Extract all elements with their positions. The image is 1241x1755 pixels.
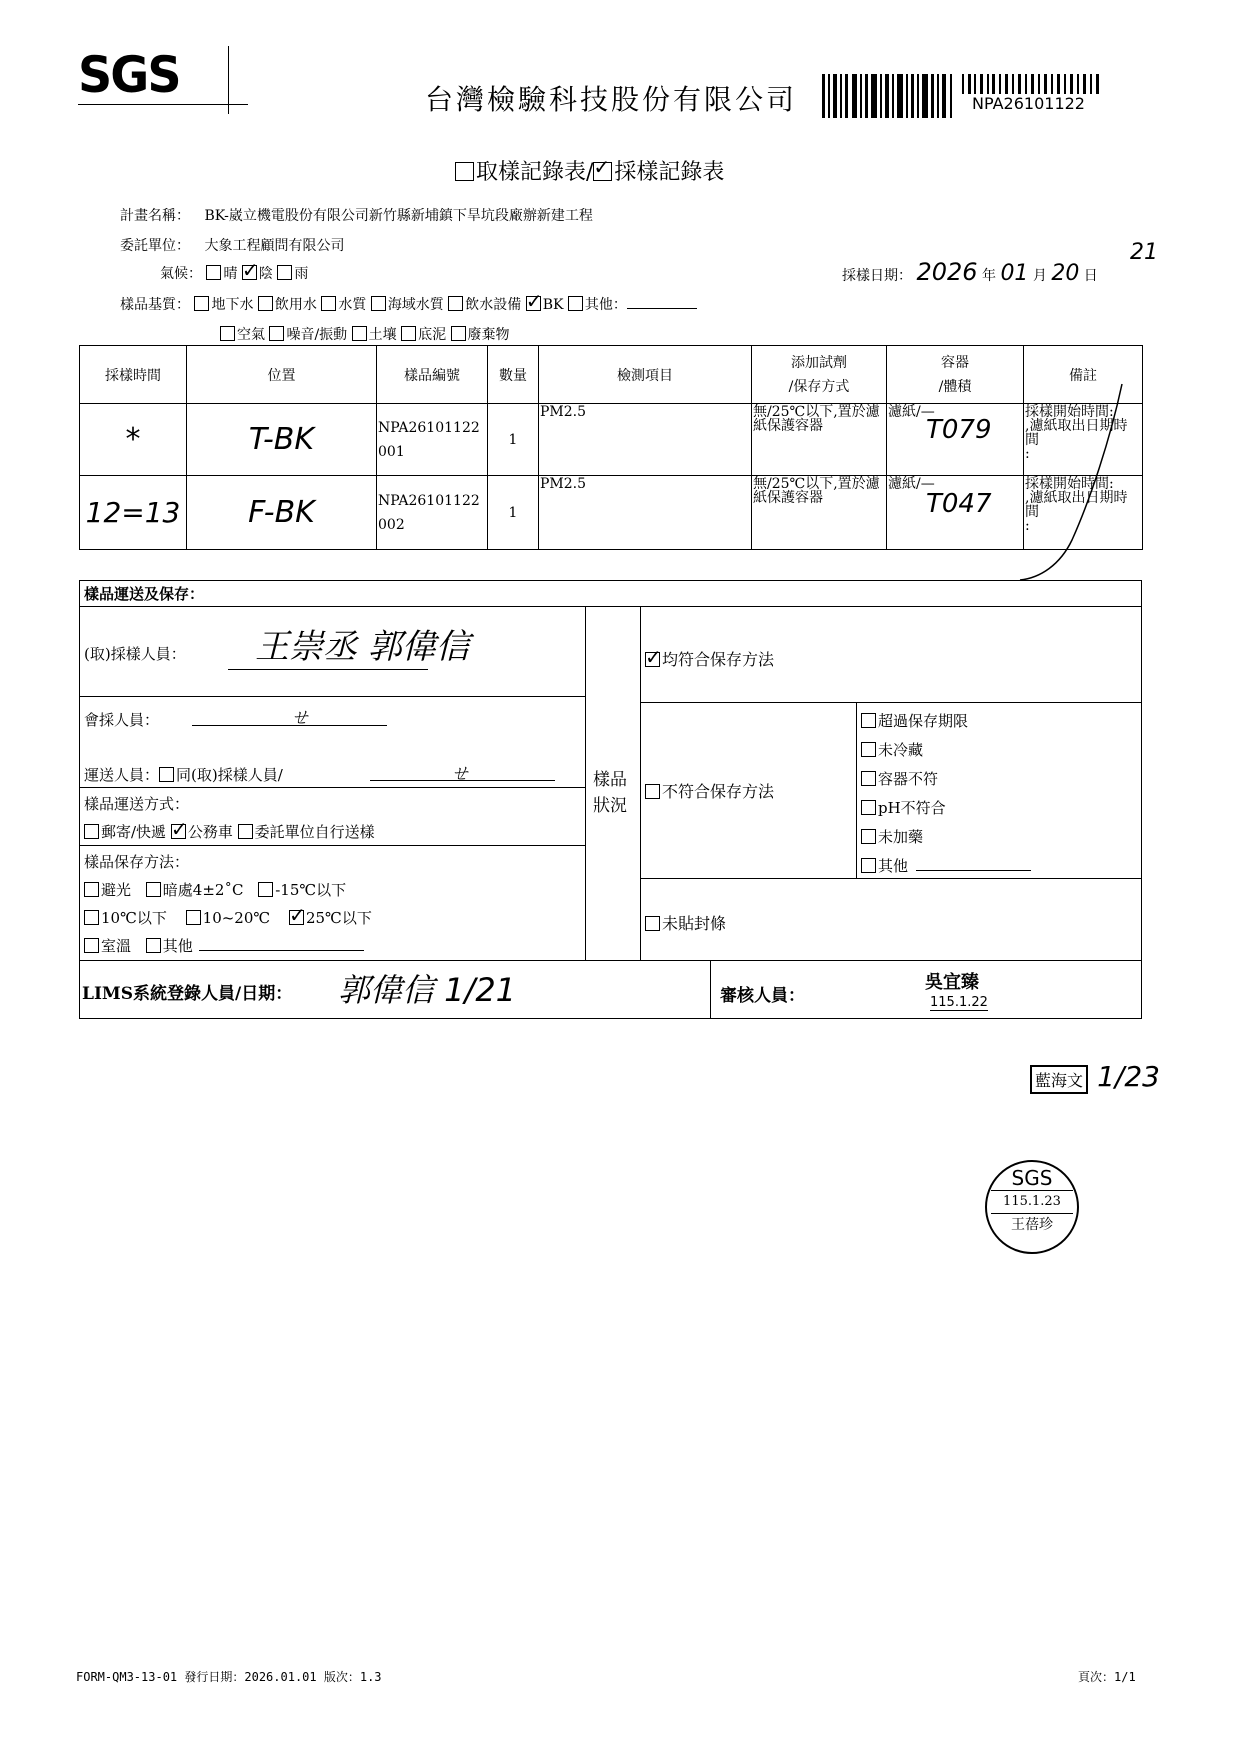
matrix-waste-label: 廢棄物 xyxy=(467,327,510,343)
matrix-sediment-checkbox[interactable] xyxy=(401,326,416,341)
sampler-line xyxy=(228,669,428,670)
storage-10-20-checkbox[interactable] xyxy=(186,910,201,925)
title-option1-checkbox[interactable] xyxy=(455,162,474,181)
sampler-signature: 王崇丞 郭偉信 xyxy=(255,627,470,667)
matrix-soil-label: 土壤 xyxy=(368,327,397,343)
header-container-2: /體積 xyxy=(938,378,972,395)
reason-ph-checkbox[interactable] xyxy=(861,800,876,815)
matrix-air-label: 空氣 xyxy=(237,327,265,343)
weather-label: 氣候： xyxy=(160,266,202,282)
reason-unrefrig-checkbox[interactable] xyxy=(861,742,876,757)
status-not-ok-label: 不符合保存方法 xyxy=(662,782,775,801)
row1-reagent: 無/25℃以下,置於濾紙保護容器 xyxy=(752,404,887,476)
row2-remark-2: ,濾紙取出日期時間 xyxy=(1025,490,1128,520)
date-month: 01 xyxy=(1000,261,1029,286)
method-car-checkbox[interactable] xyxy=(171,824,186,839)
bottom-divider xyxy=(80,960,1141,961)
vline-left xyxy=(585,606,586,960)
barcode xyxy=(822,74,1104,118)
row1-qty: 1 xyxy=(488,404,539,476)
title-option1-label: 取樣記錄表/ xyxy=(476,160,594,185)
matrix-waste-checkbox[interactable] xyxy=(451,326,466,341)
sample-table xyxy=(79,345,1143,550)
title-divider xyxy=(80,606,1141,607)
header-sample-no: 樣品編號 xyxy=(377,346,488,404)
storage-other-line xyxy=(199,950,364,951)
header-container-1: 容器 xyxy=(941,354,969,371)
sampler-label: (取)採樣人員： xyxy=(84,645,186,663)
storage-other-checkbox[interactable] xyxy=(146,938,161,953)
matrix-air-checkbox[interactable] xyxy=(220,326,235,341)
row2-sample-no-2: 002 xyxy=(378,516,405,533)
matrix-label: 樣品基質： xyxy=(120,297,190,313)
row1-container-type: 濾紙/— xyxy=(888,404,935,420)
row2-remark-3: : xyxy=(1025,518,1030,534)
weather-sunny-checkbox[interactable] xyxy=(206,265,221,280)
transporter-same-label: 同(取)採樣人員/ xyxy=(176,766,283,784)
form-code: FORM-QM3-13-01 發行日期：2026.01.01 版次：1.3 xyxy=(76,1670,382,1684)
reason-unrefrig-label: 未冷藏 xyxy=(878,741,924,759)
reviewer-label: 審核人員： xyxy=(720,986,805,1006)
table-row xyxy=(80,404,1143,476)
row1-sample-no-1: NPA26101122 xyxy=(378,419,480,436)
row1-test-item: PM2.5 xyxy=(539,404,752,476)
storage-10-20-label: 10~20℃ xyxy=(202,909,271,927)
reason-expired-label: 超過保存期限 xyxy=(878,712,969,730)
status-no-seal-row xyxy=(645,911,726,934)
method-client-label: 委託單位自行送樣 xyxy=(254,823,375,841)
weather-cloudy-label: 陰 xyxy=(258,266,273,282)
date-month-unit: 月 xyxy=(1032,268,1047,284)
matrix-noise-checkbox[interactable] xyxy=(269,326,284,341)
storage-room-checkbox[interactable] xyxy=(84,938,99,953)
row2-container-id: T047 xyxy=(926,489,992,519)
row1-container-id: T079 xyxy=(926,415,992,445)
status-label-1: 樣品 xyxy=(593,770,627,790)
row1-remark-1: 採樣開始時間: xyxy=(1025,404,1114,420)
matrix-water-label: 水質 xyxy=(338,297,367,313)
row1-container xyxy=(887,404,1024,476)
date-year-unit: 年 xyxy=(981,268,996,284)
lims-label: LIMS系統登錄人員/日期： xyxy=(82,984,293,1004)
reason-expired-checkbox[interactable] xyxy=(861,713,876,728)
status-no-seal-label: 未貼封條 xyxy=(662,914,727,933)
storage-row-2 xyxy=(84,907,372,928)
transporter-value: ㄝ xyxy=(450,761,470,785)
header-reagent-1: 添加試劑 xyxy=(791,354,847,371)
page-number: 頁次：1/1 xyxy=(1078,1670,1136,1684)
transporter-row xyxy=(84,764,283,785)
matrix-row-1 xyxy=(120,294,697,314)
right-divider-2 xyxy=(640,878,1141,879)
reason-container-checkbox[interactable] xyxy=(861,771,876,786)
storage-10-label: 10℃以下 xyxy=(101,909,167,927)
header-reagent-2: /保存方式 xyxy=(788,378,850,395)
storage-dark-label: 避光 xyxy=(101,881,132,899)
row1-location: T-BK xyxy=(187,404,377,476)
header-qty: 數量 xyxy=(488,346,539,404)
matrix-soil-checkbox[interactable] xyxy=(352,326,367,341)
transporter-label: 運送人員： xyxy=(84,766,160,784)
project-row xyxy=(120,205,593,225)
matrix-bk-label: BK xyxy=(542,297,564,313)
reviewer-date: 115.1.22 xyxy=(930,995,988,1010)
status-not-ok-checkbox[interactable] xyxy=(645,784,660,799)
reviewer-name: 吳宜臻 xyxy=(925,972,979,993)
project-value: BK-崴立機電股份有限公司新竹縣新埔鎮下旱坑段廠辦新建工程 xyxy=(204,208,593,224)
storage-frozen-checkbox[interactable] xyxy=(258,882,273,897)
header-container xyxy=(887,346,1024,404)
row2-reagent: 無/25℃以下,置於濾紙保護容器 xyxy=(752,476,887,550)
row2-remark-1: 採樣開始時間: xyxy=(1025,476,1114,492)
header-remark: 備註 xyxy=(1024,346,1143,404)
storage-room-label: 室溫 xyxy=(101,937,132,955)
method-car-label: 公務車 xyxy=(187,823,233,841)
matrix-sediment-label: 底泥 xyxy=(418,327,447,343)
storage-dark-checkbox[interactable] xyxy=(84,882,99,897)
logo-vline xyxy=(228,46,229,114)
row1-remark-2: ,濾紙取出日期時間 xyxy=(1025,418,1128,448)
sgs-seal xyxy=(985,1160,1079,1254)
client-label: 委託單位： xyxy=(120,238,190,254)
row2-time: 12=13 xyxy=(80,476,187,550)
reason-no-reagent-checkbox[interactable] xyxy=(861,829,876,844)
matrix-row-2 xyxy=(220,324,510,344)
form-title xyxy=(455,155,724,186)
barcode-text: NPA26101122 xyxy=(972,94,1085,113)
logo-underline xyxy=(78,104,248,105)
right-divider-1 xyxy=(640,702,1141,703)
vline-mid xyxy=(640,606,641,960)
company-name: 台灣檢驗科技股份有限公司 xyxy=(425,83,798,116)
receiver-name: 藍海文 xyxy=(1030,1065,1088,1094)
sampler-row xyxy=(84,643,186,664)
vline-lims xyxy=(710,960,711,1018)
left-divider-3 xyxy=(80,845,585,846)
co-sampler-value: ㄝ xyxy=(290,705,310,729)
co-sampler-label: 會採人員： xyxy=(84,711,160,729)
storage-other-label: 其他 xyxy=(162,937,193,955)
header-location: 位置 xyxy=(187,346,377,404)
matrix-other-line xyxy=(627,308,697,309)
status-label xyxy=(593,767,627,819)
lims-signature: 郭偉信 1/21 xyxy=(338,971,517,1009)
method-mail-label: 郵寄/快遞 xyxy=(101,823,167,841)
row1-sample-no-2: 001 xyxy=(378,443,405,460)
transporter-same-checkbox[interactable] xyxy=(159,767,174,782)
storage-label: 樣品保存方法： xyxy=(84,853,190,871)
reason-other-label: 其他 xyxy=(878,857,909,875)
status-label-2: 狀況 xyxy=(593,796,627,816)
table-row xyxy=(80,476,1143,550)
sgs-logo xyxy=(78,46,248,106)
status-ok-checkbox[interactable] xyxy=(645,652,660,667)
status-no-seal-checkbox[interactable] xyxy=(645,916,660,931)
row2-location: F-BK xyxy=(187,476,377,550)
header-reagent xyxy=(752,346,887,404)
remark-strike-icon xyxy=(1010,380,1140,590)
receiver-note: 1/23 xyxy=(1097,1060,1160,1093)
status-ok-label: 均符合保存方法 xyxy=(662,650,775,669)
weather-cloudy-checkbox[interactable] xyxy=(242,265,257,280)
matrix-sea-checkbox[interactable] xyxy=(371,296,386,311)
matrix-groundwater-checkbox[interactable] xyxy=(194,296,209,311)
matrix-water-checkbox[interactable] xyxy=(321,296,336,311)
transport-section xyxy=(79,580,1142,1019)
left-divider-2 xyxy=(80,787,585,788)
row2-sample-no xyxy=(377,476,488,550)
row2-test-item: PM2.5 xyxy=(539,476,752,550)
matrix-drinking-checkbox[interactable] xyxy=(258,296,273,311)
row1-remark-3: : xyxy=(1025,446,1030,462)
row1-sample-no xyxy=(377,404,488,476)
date-year: 2026 xyxy=(916,258,978,286)
status-ok-row xyxy=(645,647,774,670)
client-value: 大象工程顧問有限公司 xyxy=(204,238,345,254)
storage-row-3 xyxy=(84,935,364,956)
weather-sunny-label: 晴 xyxy=(223,266,238,282)
seal-name: 王蓓珍 xyxy=(1011,1217,1053,1233)
row2-qty: 1 xyxy=(488,476,539,550)
reason-other-checkbox[interactable] xyxy=(861,858,876,873)
sample-table-header xyxy=(80,346,1143,404)
reason-no-reagent-label: 未加藥 xyxy=(878,828,924,846)
matrix-groundwater-label: 地下水 xyxy=(211,297,254,313)
matrix-sea-label: 海域水質 xyxy=(387,297,444,313)
client-row xyxy=(120,235,344,255)
row2-container xyxy=(887,476,1024,550)
method-label: 樣品運送方式： xyxy=(84,795,190,813)
reason-container-label: 容器不符 xyxy=(878,770,939,788)
reasons-list xyxy=(861,707,1031,881)
receiver-stamp xyxy=(1030,1060,1160,1094)
method-row xyxy=(84,821,375,842)
matrix-noise-label: 噪音/振動 xyxy=(286,327,348,343)
weather-row xyxy=(160,263,308,283)
matrix-bk-checkbox[interactable] xyxy=(526,296,541,311)
storage-row-1 xyxy=(84,879,346,900)
transport-title: 樣品運送及保存： xyxy=(84,585,205,603)
logo-text: SGS xyxy=(78,46,180,104)
reason-ph-label: pH不符合 xyxy=(878,799,946,817)
seal-top: SGS xyxy=(1011,1166,1053,1190)
storage-cold-label: 暗處4±2˚C xyxy=(162,881,244,899)
storage-cold-checkbox[interactable] xyxy=(146,882,161,897)
weather-rain-checkbox[interactable] xyxy=(277,265,292,280)
project-label: 計畫名稱： xyxy=(120,208,190,224)
title-option2-checkbox[interactable] xyxy=(593,162,612,181)
storage-frozen-label: -15℃以下 xyxy=(275,881,347,899)
method-client-checkbox[interactable] xyxy=(238,824,253,839)
reason-other-line xyxy=(916,870,1031,871)
matrix-equipment-checkbox[interactable] xyxy=(448,296,463,311)
left-divider-1 xyxy=(80,696,585,697)
matrix-other-checkbox[interactable] xyxy=(568,296,583,311)
matrix-equipment-label: 飲水設備 xyxy=(465,297,522,313)
sampling-date xyxy=(842,258,1098,286)
seal-date: 115.1.23 xyxy=(991,1190,1073,1214)
date-label: 採樣日期： xyxy=(842,268,912,284)
storage-25-checkbox[interactable] xyxy=(289,910,304,925)
header-test-item: 檢測項目 xyxy=(539,346,752,404)
matrix-drinking-label: 飲用水 xyxy=(274,297,317,313)
date-day: 20 xyxy=(1051,261,1080,286)
title-option2-label: 採樣記錄表 xyxy=(614,160,725,185)
weather-rain-label: 雨 xyxy=(294,266,309,282)
status-not-ok-row xyxy=(645,779,774,802)
row1-time: * xyxy=(80,404,187,476)
matrix-other-label: 其他： xyxy=(584,297,627,313)
row2-sample-no-1: NPA26101122 xyxy=(378,492,480,509)
vline-reasons xyxy=(856,702,857,878)
storage-25-label: 25℃以下 xyxy=(305,909,372,927)
date-day-unit: 日 xyxy=(1083,268,1098,284)
row2-container-type: 濾紙/— xyxy=(888,476,935,492)
storage-10-checkbox[interactable] xyxy=(84,910,99,925)
date-day-extra: 21 xyxy=(1130,240,1158,265)
method-mail-checkbox[interactable] xyxy=(84,824,99,839)
header-time: 採樣時間 xyxy=(80,346,187,404)
